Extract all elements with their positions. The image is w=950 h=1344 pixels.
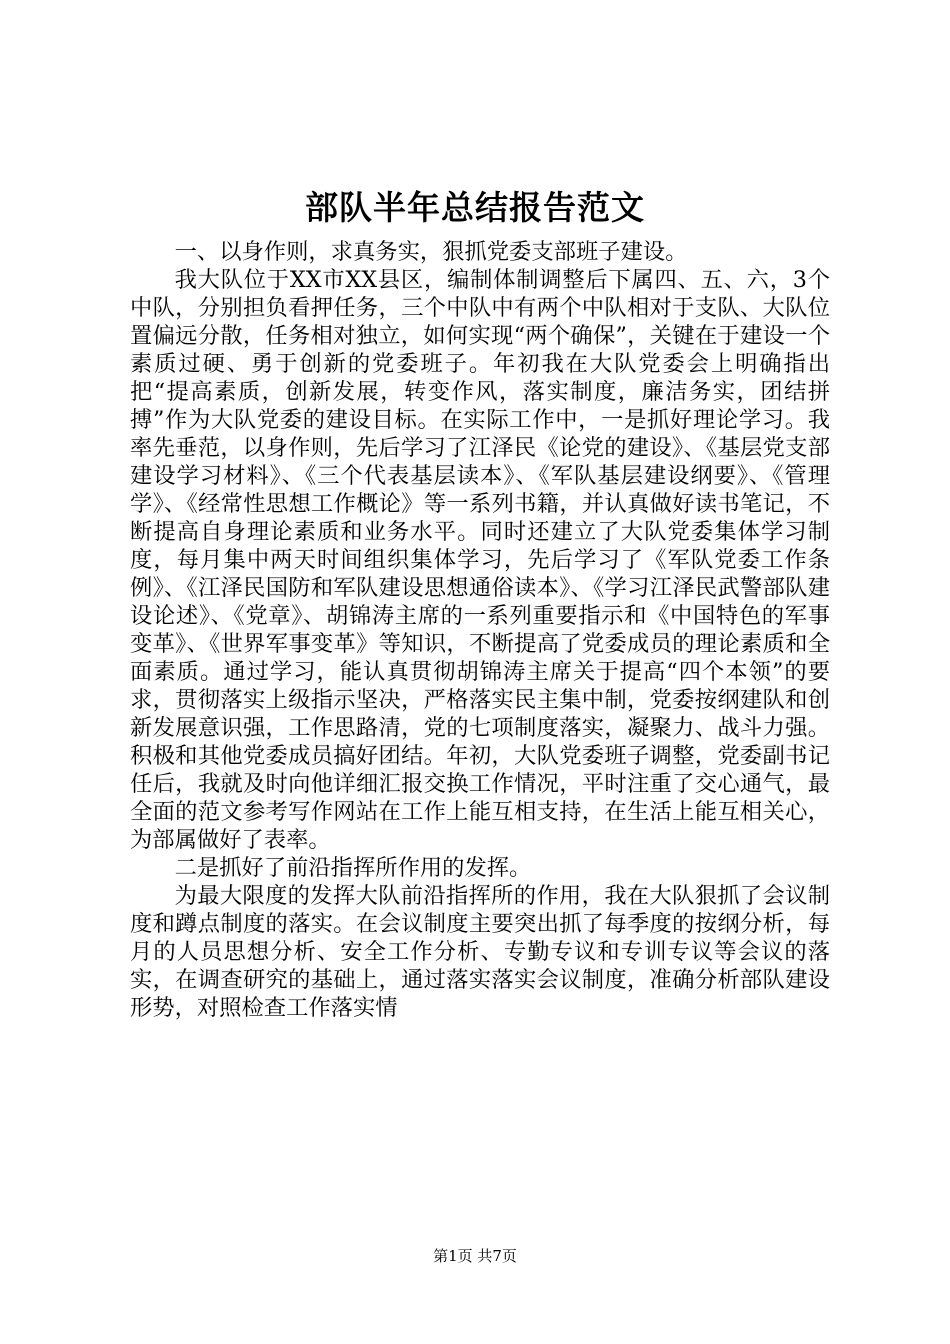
document-title: 部队半年总结报告范文 [305,188,645,227]
paragraph-party-committee-building: 我大队位于XX市XX县区，编制体制调整后下属四、五、六，3个中队，分别担负看押任务，三个中队中有两个中队相对于支队、大队位置偏远分散，任务相对独立，如何实现“两个确保”，关键在于建设一个素质过硬、勇于创新的党委班子。年初我在大队党委会上明确指出把“提高素质，创新发展，转变作风，落实制度，廉洁务实，团结拼搏”作为大队党委的建设目标。在实际工作中，一是抓好理论学习。我率先垂范，以身作则，先后学习了江泽民《论党的建设》、《基层党支部建设学习材料》、《三个代表基层读本》、《军队基层建设纲要》、《管理学》、《经常性思想工作概论》等一系列书籍，并认真做好读书笔记，不断提高自身理论素质和业务水平。同时还建立了大队党委集体学习制度，每月集中两天时间组织集体学习，先后学习了《军队党委工作条例》、《江泽民国防和军队建设思想通俗读本》、《学习江泽民武警部队建设论述》、《党章》、胡锦涛主席的一系列重要指示和《中国特色的军事变革》、《世界军事变革》等知识，不断提高了党委成员的理论素质和全面素质。通过学习，能认真贯彻胡锦涛主席关于提高“四个本领”的要求，贯彻落实上级指示坚决，严格落实民主集中制，党委按纲建队和创新发展意识强，工作思路清，党的七项制度落实，凝聚力、战斗力强。积极和其他党委成员搞好团结。年初，大队党委班子调整，党委副书记任后，我就及时向他详细汇报交换工作情况，平时注重了交心通气，最全面的范文参考写作网站在工作上能互相支持，在生活上能互相关心，为部属做好了表率。 [130,267,830,853]
document-body [130,238,830,1022]
page-footer: 第1页 共7页 [433,1247,517,1265]
paragraph-section-heading-2: 二是抓好了前沿指挥所作用的发挥。 [174,855,532,881]
paragraph-command-post: 为最大限度的发挥大队前沿指挥所的作用，我在大队狠抓了会议制度和蹲点制度的落实。在会议制度主要突出抓了每季度的按纲分析，每月的人员思想分析、安全工作分析、专勤专议和专训专议等会议的落实，在调查研究的基础上，通过落实落实会议制度，准确分析部队建设形势，对照检查工作落实情 [130,883,830,1021]
paragraph-section-heading-1: 一、以身作则，求真务实，狠抓党委支部班子建设。 [174,239,688,265]
